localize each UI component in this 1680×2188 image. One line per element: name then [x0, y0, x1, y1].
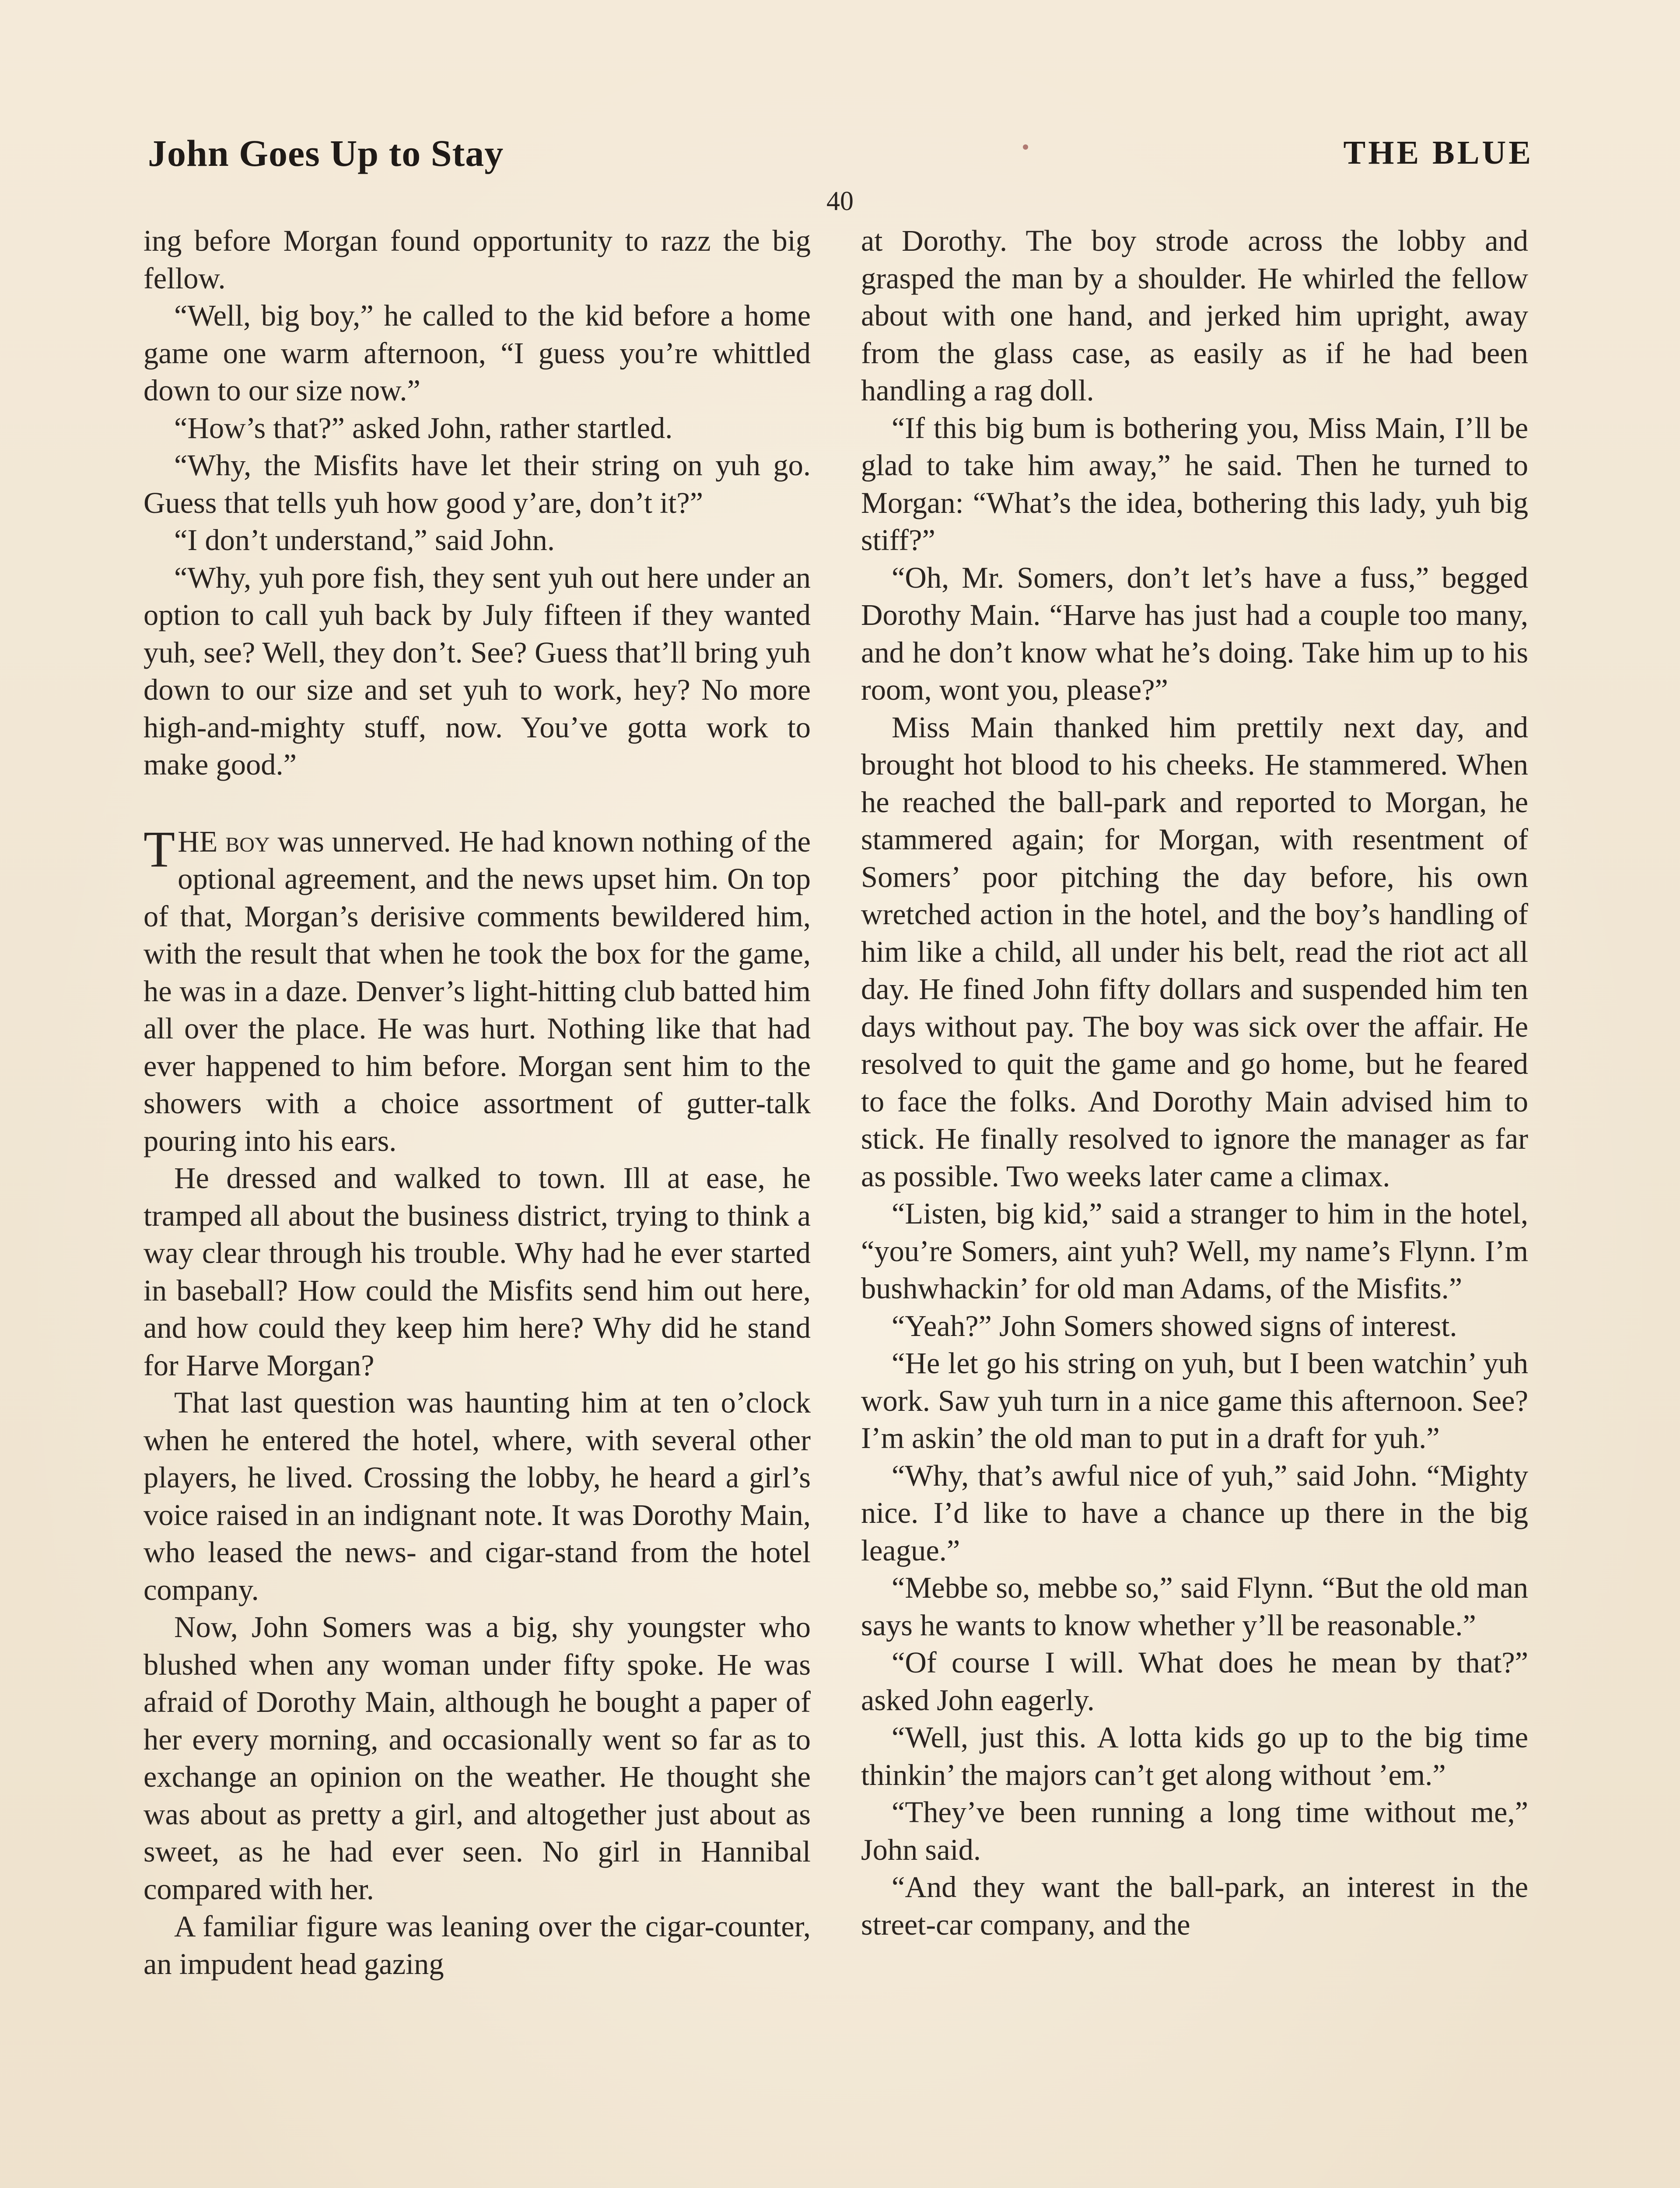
magazine-name: THE BLUE [1343, 134, 1533, 171]
paragraph: “And they want the ball-park, an interest in the street-car company, and the [861, 1870, 1528, 1941]
paragraph: at Dorothy. The boy strode across the lobby and grasped the man by a shoulder. He whirled the fellow about with one hand, and jerked him upright, away from the glass case, as easily as if he had been handling a rag doll. [861, 224, 1528, 407]
paragraph: “Why, yuh pore fish, they sent yuh out here under an option to call yuh back by July fifteen if they wanted yuh, see? Well, they don’t. See? Guess that’ll bring yuh down to our size and set yuh to work, hey? No more high-and-mighty stuff, now. You’ve gotta work to make good.” [144, 561, 811, 781]
paragraph: “Yeah?” John Somers showed signs of interest. [892, 1309, 1457, 1343]
right-column [861, 222, 1528, 1943]
paragraph: ing before Morgan found opportunity to razz the big fellow. [144, 224, 811, 295]
paragraph: A familiar figure was leaning over the cigar-counter, an impudent head gazing [144, 1910, 811, 1981]
paragraph: “Of course I will. What does he mean by that?” asked John eagerly. [861, 1646, 1528, 1717]
paragraph: “Oh, Mr. Somers, don’t let’s have a fuss,” begged Dorothy Main. “Harve has just had a couple too many, and he don’t know what he’s doing. Take him up to his room, wont you, please?” [861, 561, 1528, 706]
paragraph: “Well, just this. A lotta kids go up to the big time thinkin’ the majors can’t get along without ’em.” [861, 1721, 1528, 1792]
paragraph: “Well, big boy,” he called to the kid before a home game one warm afternoon, “I guess you’re whittled down to our size now.” [144, 299, 811, 407]
paragraph: “If this big bum is bothering you, Miss Main, I’ll be glad to take him away,” he said. Then he turned to Morgan: “What’s the idea, bothering this lady, yuh big stiff?” [861, 411, 1528, 557]
paragraph: “Mebbe so, mebbe so,” said Flynn. “But the old man says he wants to know whether y’ll be reasonable.” [861, 1571, 1528, 1642]
paragraph: He dressed and walked to town. Ill at ease, he tramped all about the business district, trying to think a way clear through his trouble. Why had he ever started in baseball? How could the Misfits send him out here, and how could they keep him here? Why did he stand for Harve Morgan? [144, 1161, 811, 1382]
section-opening-paragraph [144, 820, 811, 1160]
story-title: John Goes Up to Stay [148, 132, 504, 174]
paragraph: Miss Main thanked him prettily next day, and brought hot blood to his cheeks. He stammered. When he reached the ball-park and reported to Morgan, he stammered again; for Morgan, with resentment of Somers’ poor pitching the day before, his own wretched action in the hotel, and the boy’s handling of him like a child, all under his belt, read the riot act all day. He fined John fifty dollars and suspended him ten days without pay. The boy was sick over the affair. He resolved to quit the game and go home, but he feared to face the folks. And Dorothy Main advised him to stick. He finally resolved to ignore the manager as far as possible. Two weeks later came a climax. [861, 710, 1528, 1193]
paragraph: “They’ve been running a long time without me,” John said. [861, 1795, 1528, 1866]
paragraph: That last question was haunting him at ten o’clock when he entered the hotel, where, with several other players, he lived. Crossing the lobby, he heard a girl’s voice raised in an indignant note. It was Dorothy Main, who leased the news- and cigar-stand from the hotel company. [144, 1386, 811, 1606]
paragraph: “He let go his string on yuh, but I been watchin’ yuh work. Saw yuh turn in a nice game this afternoon. See? I’m askin’ the old man to put in a draft for yuh.” [861, 1346, 1528, 1455]
drop-cap: T [144, 820, 175, 878]
page-header [148, 131, 1533, 179]
paragraph: “Why, that’s awful nice of yuh,” said John. “Mighty nice. I’d like to have a chance up there in the big league.” [861, 1459, 1528, 1567]
paragraph: “I don’t understand,” said John. [174, 523, 555, 557]
ink-speck [1023, 144, 1028, 150]
paragraph: “Why, the Misfits have let their string on yuh go. Guess that tells yuh how good y’are, don’t it?” [144, 449, 811, 519]
paragraph: Now, John Somers was a big, shy youngster who blushed when any woman under fifty spoke. He was afraid of Dorothy Main, although he bought a paper of her every morning, and occasionally went so far as to exchange an opinion on the weather. He thought she was about as pretty a girl, and altogether just about as sweet, as he had ever seen. No girl in Hannibal compared with her. [144, 1610, 811, 1906]
page-number: 40 [826, 186, 854, 216]
paragraph-text: was unnerved. He had known nothing of the optional agreement, and the news upset him. On top of that, Morgan’s derisive comments bewildered him, with the result that when he took the box for the game, he was in a daze. Denver’s light-hitting club batted him all over the place. He was hurt. Nothing like that had ever happened to him before. Morgan sent him to the showers with a choice assortment of gutter-talk pouring into his ears. [144, 824, 811, 1157]
paragraph: “How’s that?” asked John, rather startled. [174, 411, 673, 445]
small-caps-lead: HE boy [178, 824, 270, 858]
left-column [144, 222, 811, 1983]
paragraph: “Listen, big kid,” said a stranger to him in the hotel, “you’re Somers, aint yuh? Well, my name’s Flynn. I’m bushwhackin’ for old man Adams, of the Misfits.” [861, 1197, 1528, 1305]
